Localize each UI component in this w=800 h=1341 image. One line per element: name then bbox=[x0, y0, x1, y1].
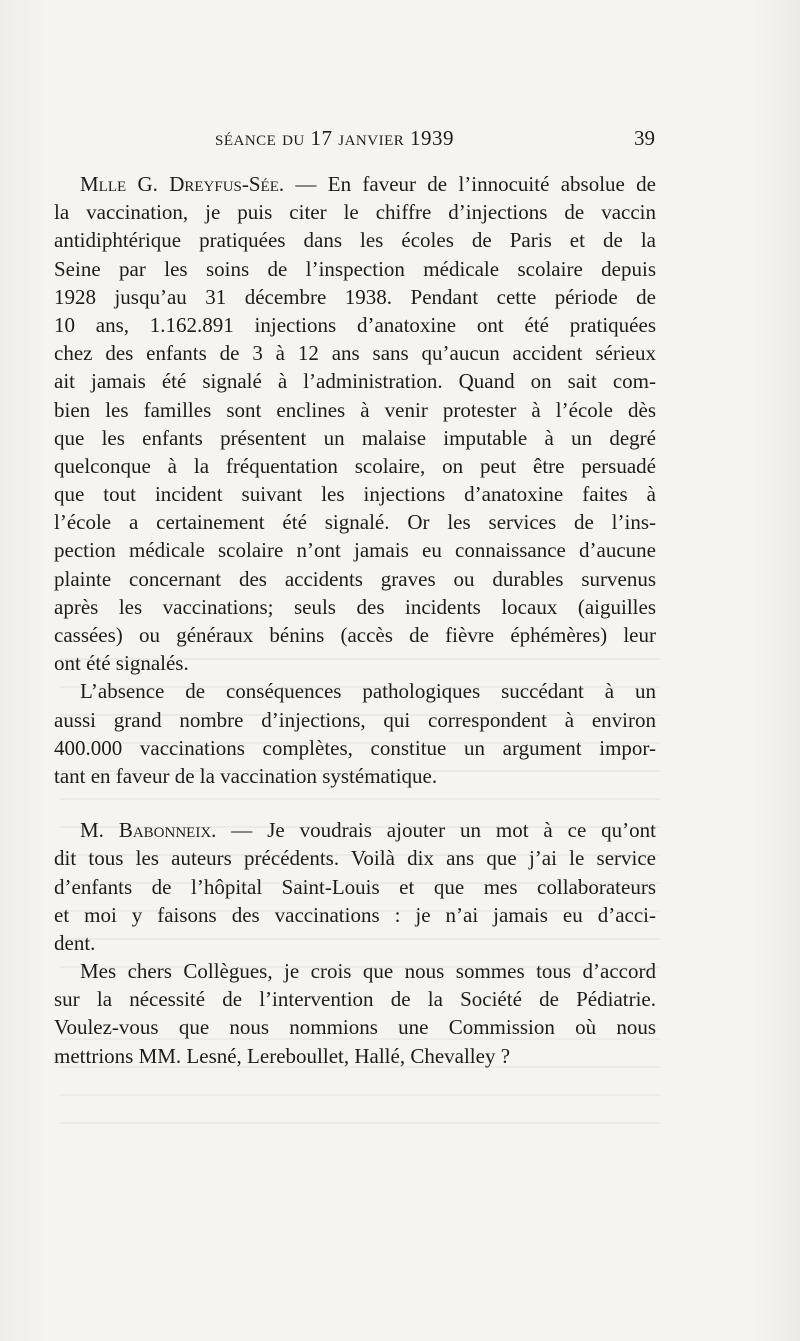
paragraph-absence-consequences bbox=[54, 677, 656, 790]
text-line: ait jamais été signalé à l’administration. Quand on sait com- bbox=[54, 369, 656, 394]
speaker-name: Mlle G. Dreyfus-Sée. bbox=[80, 172, 285, 196]
speaker-name: M. Babonneix. bbox=[80, 818, 217, 843]
text-line: que tout incident suivant les injections d’anatoxine faites à bbox=[54, 482, 656, 507]
paragraph-commission bbox=[54, 957, 656, 1070]
text-line: l’école a certainement été signalé. Or les services de l’ins- bbox=[54, 510, 656, 535]
title-prefix: séance du bbox=[215, 126, 305, 150]
text-line: d’enfants de l’hôpital Saint-Louis et que mes collaborateurs bbox=[54, 874, 656, 899]
text-line: Mlle G. Dreyfus-Sée. — En faveur de l’innocuité absolue de bbox=[80, 172, 656, 196]
page-number: 39 bbox=[634, 126, 655, 150]
text-line: tant en faveur de la vaccination systématique. bbox=[54, 763, 438, 788]
text-line: et moi y faisons des vaccinations : je n’ai jamais eu d’acci- bbox=[54, 902, 656, 927]
text-line: quelconque à la fréquentation scolaire, on peut être persuadé bbox=[54, 453, 656, 478]
text-line: chez des enfants de 3 à 12 ans sans qu’aucun accident sérieux bbox=[54, 341, 656, 366]
text-line: pection médicale scolaire n’ont jamais eu connaissance d’aucune bbox=[54, 538, 656, 563]
text-line: plainte concernant des accidents graves ou durables survenus bbox=[54, 566, 656, 591]
text-line: après les vaccinations; seuls des incidents locaux (aiguilles bbox=[54, 594, 656, 619]
title-year: 1939 bbox=[410, 126, 455, 150]
running-head bbox=[215, 126, 655, 156]
paragraph-gap bbox=[54, 790, 656, 816]
text-line: la vaccination, je puis citer le chiffre d’injections de vaccin bbox=[54, 200, 656, 225]
text-line: Seine par les soins de l’inspection médicale scolaire depuis bbox=[54, 256, 656, 281]
title-date: 17 bbox=[310, 126, 333, 150]
running-title bbox=[215, 126, 454, 151]
body-text bbox=[54, 170, 656, 1070]
text-line: sur la nécessité de l’intervention de la Société de Pédiatrie. bbox=[54, 987, 656, 1012]
text-line: M. Babonneix. — Je voudrais ajouter un mot à ce qu’ont bbox=[80, 818, 656, 843]
text-line: aussi grand nombre d’injections, qui correspondent à environ bbox=[54, 707, 656, 732]
text-line: cassées) ou généraux bénins (accès de fièvre éphémères) leur bbox=[54, 623, 656, 647]
text-line: Mes chers Collègues, je crois que nous sommes tous d’accord bbox=[80, 959, 656, 984]
text-line: 10 ans, 1.162.891 injections d’anatoxine ont été pratiquées bbox=[54, 312, 656, 337]
paragraph-dreyfus-see bbox=[54, 170, 656, 677]
text-line: mettrions MM. Lesné, Lereboullet, Hallé, Chevalley ? bbox=[54, 1043, 511, 1068]
text-line: L’absence de conséquences pathologiques succédant à un bbox=[80, 679, 656, 704]
text-line: dit tous les auteurs précédents. Voilà dix ans que j’ai le service bbox=[54, 846, 656, 871]
text-line: dent. bbox=[54, 930, 96, 955]
text-line: Voulez-vous que nous nommions une Commission où nous bbox=[54, 1015, 656, 1040]
text-line: ont été signalés. bbox=[54, 651, 189, 676]
text-line: 1928 jusqu’au 31 décembre 1938. Pendant cette période de bbox=[54, 284, 656, 309]
text-line: antidiphtérique pratiquées dans les écoles de Paris et de la bbox=[54, 228, 656, 253]
text-line: 400.000 vaccinations complètes, constitue un argument impor- bbox=[54, 735, 656, 760]
paragraph-babonneix bbox=[54, 816, 656, 957]
text-line: que les enfants présentent un malaise imputable à un degré bbox=[54, 425, 656, 450]
title-month: janvier bbox=[338, 126, 405, 150]
text-line: bien les familles sont enclines à venir protester à l’école dès bbox=[54, 397, 656, 422]
